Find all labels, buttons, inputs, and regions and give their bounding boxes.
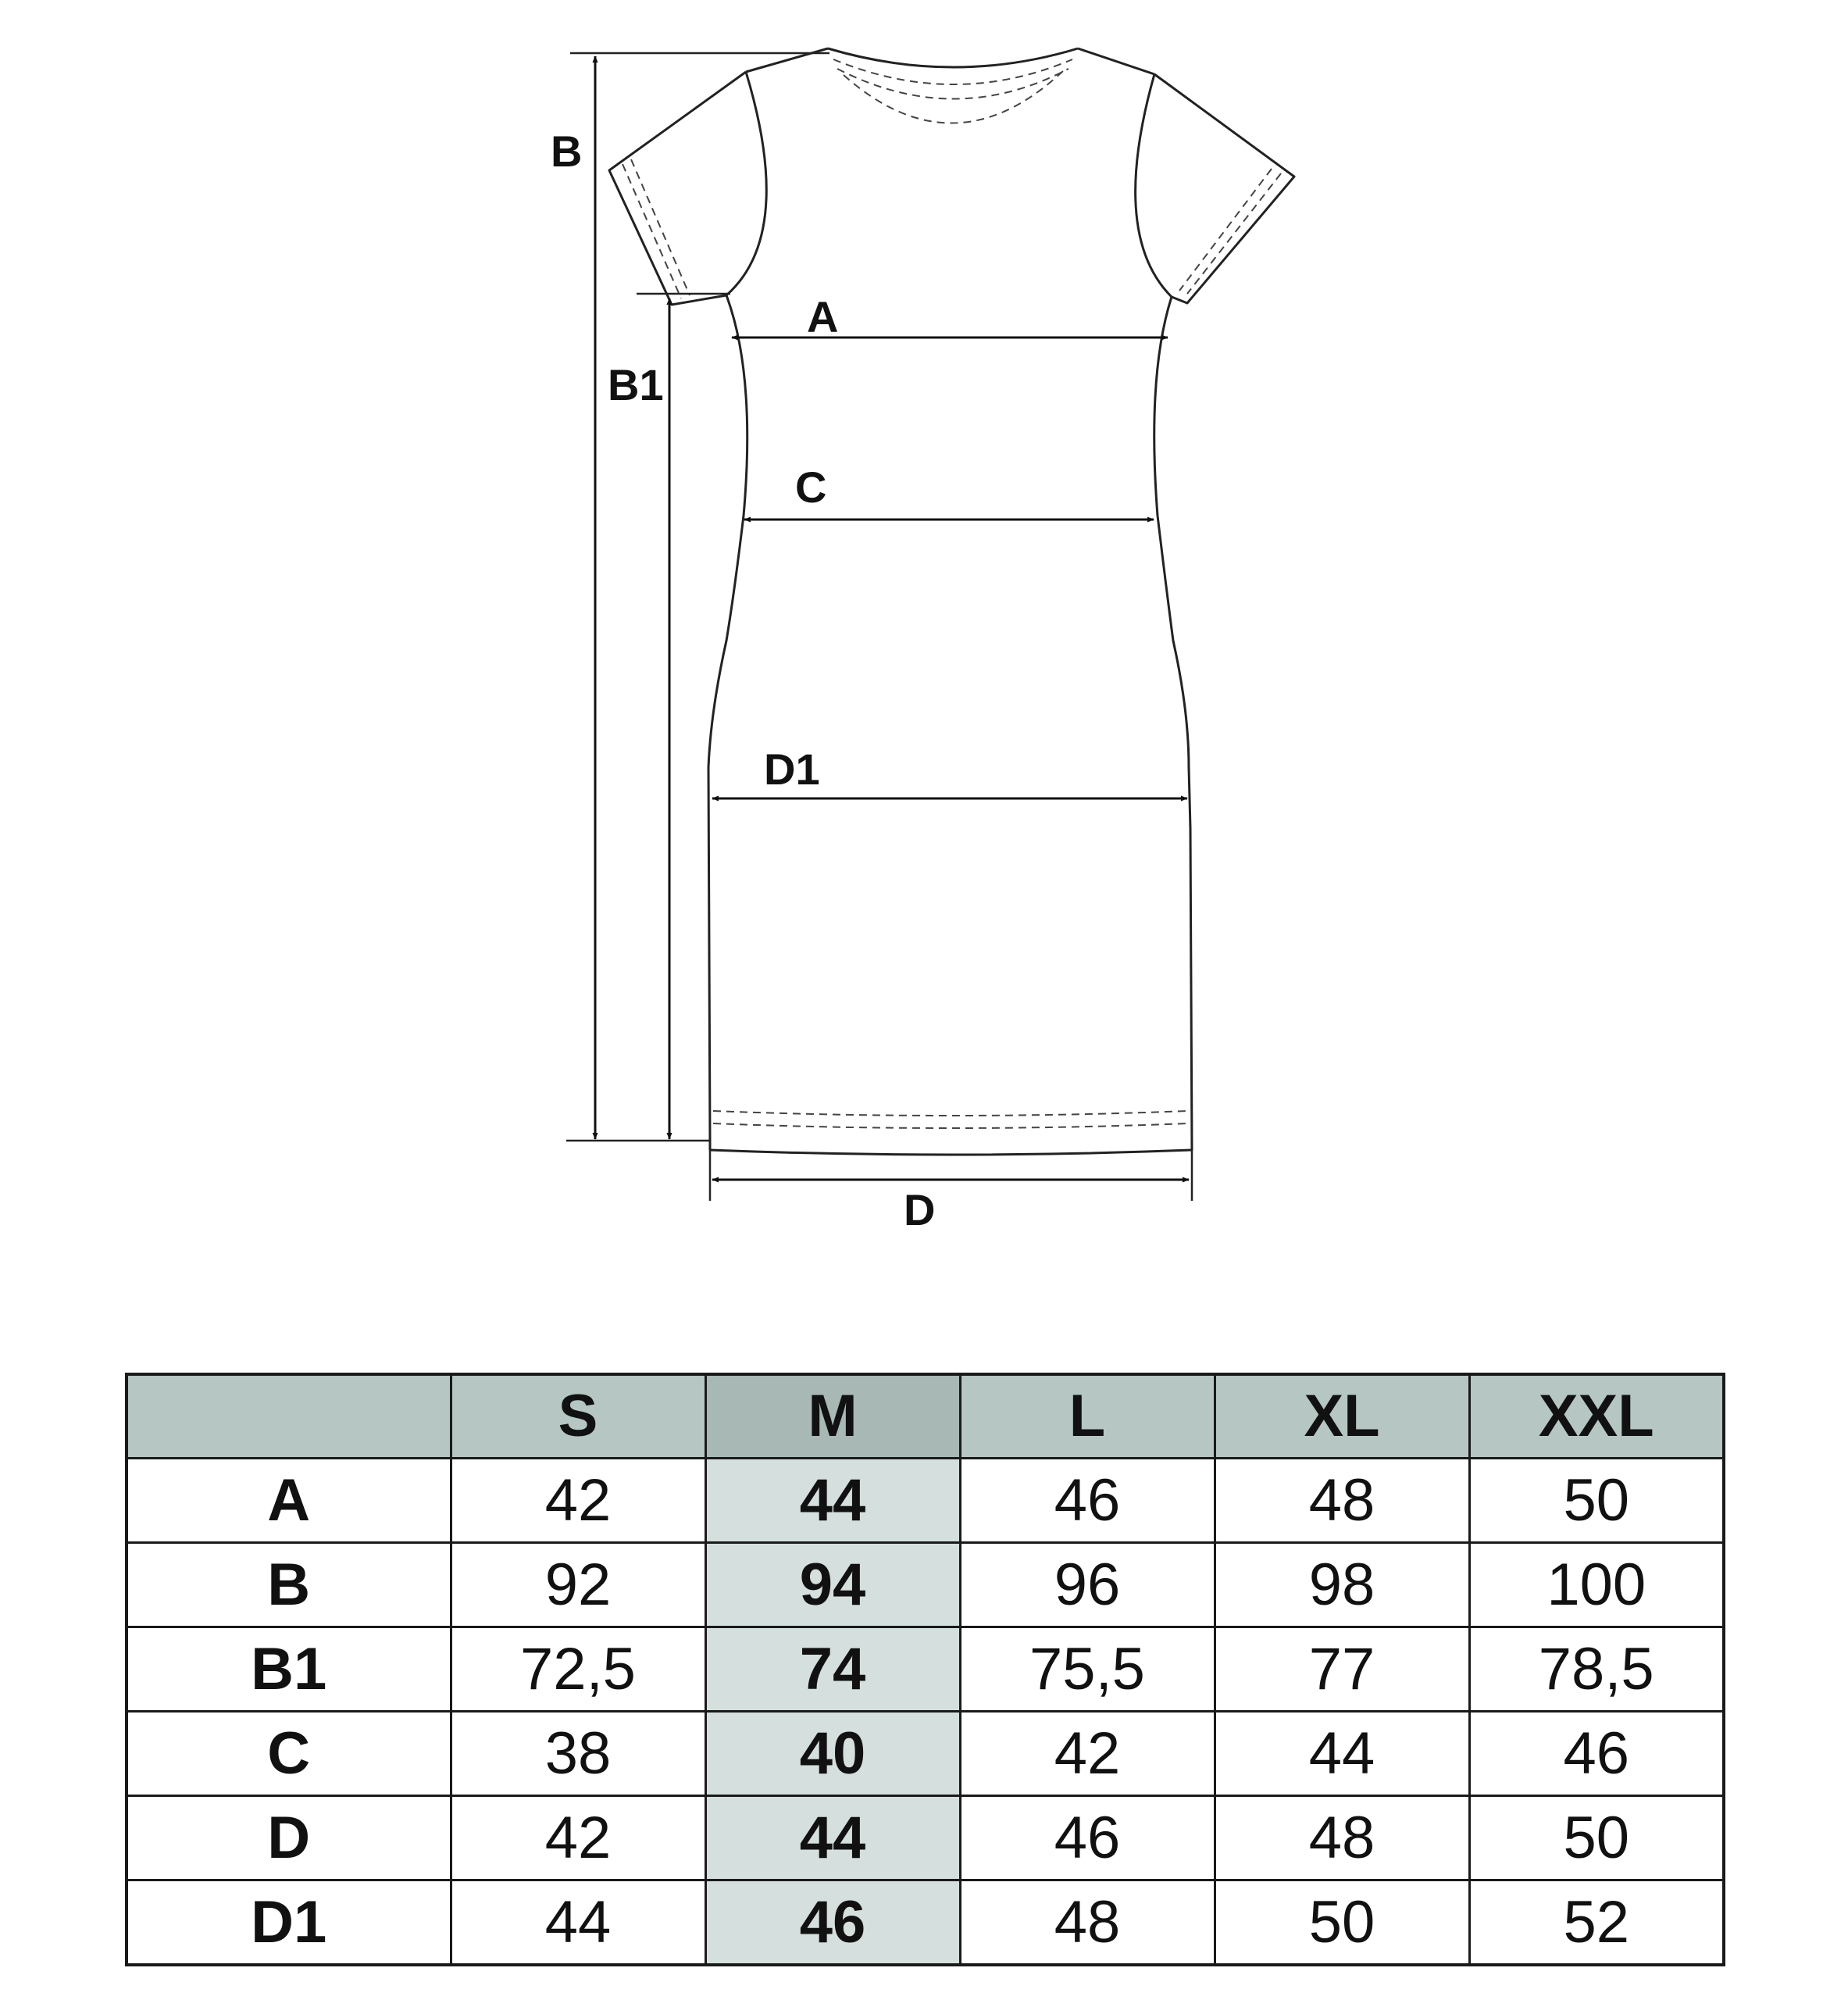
table-cell: 42 — [451, 1459, 705, 1543]
size-header-xl: XL — [1215, 1374, 1469, 1459]
table-row — [127, 1459, 1724, 1543]
table-cell: 50 — [1469, 1796, 1724, 1880]
table-cell: 48 — [960, 1880, 1215, 1966]
table-cell: 42 — [960, 1712, 1215, 1796]
stitching — [623, 59, 1281, 1128]
table-row — [127, 1712, 1724, 1796]
table-cell: 74 — [705, 1627, 960, 1712]
table-cell: 72,5 — [451, 1627, 705, 1712]
table-cell: 48 — [1215, 1796, 1469, 1880]
table-cell: 46 — [1469, 1712, 1724, 1796]
row-label: A — [127, 1459, 451, 1543]
table-cell: 78,5 — [1469, 1627, 1724, 1712]
table-cell: 100 — [1469, 1543, 1724, 1627]
table-cell: 38 — [451, 1712, 705, 1796]
row-label: B — [127, 1543, 451, 1627]
size-header-m: M — [705, 1374, 960, 1459]
size-table — [125, 1373, 1725, 1966]
row-label: B1 — [127, 1627, 451, 1712]
table-row — [127, 1880, 1724, 1966]
row-label: C — [127, 1712, 451, 1796]
table-cell: 96 — [960, 1543, 1215, 1627]
table-cell: 44 — [705, 1796, 960, 1880]
table-cell: 44 — [451, 1880, 705, 1966]
table-cell: 98 — [1215, 1543, 1469, 1627]
table-row — [127, 1543, 1724, 1627]
table-cell: 46 — [960, 1459, 1215, 1543]
size-header-s: S — [451, 1374, 705, 1459]
size-header-xxl: XXL — [1469, 1374, 1724, 1459]
label-d: D — [904, 1185, 936, 1234]
table-cell: 48 — [1215, 1459, 1469, 1543]
table-cell: 40 — [705, 1712, 960, 1796]
corner-cell — [127, 1374, 451, 1459]
dress-outline — [609, 48, 1294, 1155]
table-cell: 50 — [1469, 1459, 1724, 1543]
table-cell: 50 — [1215, 1880, 1469, 1966]
label-a: A — [807, 292, 839, 341]
table-row — [127, 1627, 1724, 1712]
label-c: C — [795, 462, 827, 512]
dimension-arrows — [595, 56, 1189, 1180]
table-cell: 42 — [451, 1796, 705, 1880]
table-cell: 44 — [705, 1459, 960, 1543]
table-cell: 46 — [705, 1880, 960, 1966]
table-cell: 75,5 — [960, 1627, 1215, 1712]
size-header-l: L — [960, 1374, 1215, 1459]
table-cell: 92 — [451, 1543, 705, 1627]
size-header-row — [127, 1374, 1724, 1459]
table-cell: 77 — [1215, 1627, 1469, 1712]
row-label: D1 — [127, 1880, 451, 1966]
table-cell: 46 — [960, 1796, 1215, 1880]
table-cell: 44 — [1215, 1712, 1469, 1796]
label-b: B — [551, 127, 583, 176]
label-d1: D1 — [764, 745, 820, 794]
label-b1: B1 — [608, 360, 664, 409]
table-row — [127, 1796, 1724, 1880]
row-label: D — [127, 1796, 451, 1880]
table-cell: 94 — [705, 1543, 960, 1627]
table-cell: 52 — [1469, 1880, 1724, 1966]
